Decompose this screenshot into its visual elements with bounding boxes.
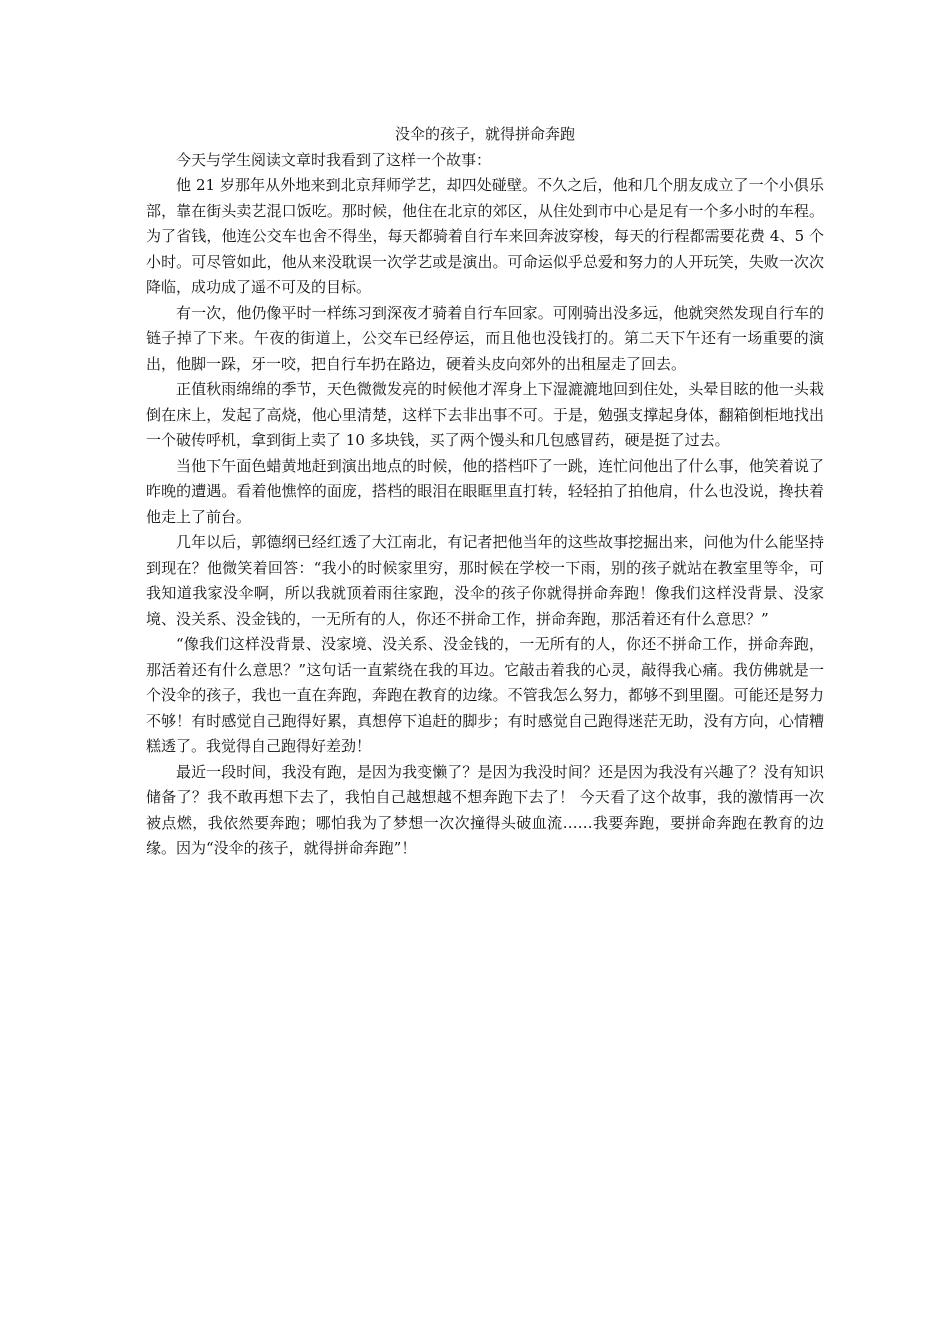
paragraph-bicycle-chain: 有一次，他仍像平时一样练习到深夜才骑着自行车回家。可刚骑出没多远，他就突然发现自行车的链子掉了下来。午夜的街道上，公交车已经停运，而且他也没钱打的。第二天下午还有一场重要的演出，他脚一跺，牙一咬，把自行车扔在路边，硬着头皮向郊外的出租屋走了回去。 (146, 303, 824, 373)
document-title: 没伞的孩子，就得拼命奔跑 (394, 125, 575, 143)
paragraph-intro: 今天与学生阅读文章时我看到了这样一个故事： (176, 150, 492, 169)
document-page (146, 122, 824, 862)
paragraph-reflection: “像我们这样没背景、没家境、没关系、没金钱的，一无所有的人，你还不拼命工作，拼命奔跑，那活着还有什么意思？”这句话一直萦绕在我的耳边。它敲击着我的心灵，敲得我心痛。我仿佛就是一个没伞的孩子，我也一直在奔跑，奔跑在教育的边缘。不管我怎么努力，都够不到里圈。可能还是努力不够！有时感觉自己跑得好累，真想停下追赶的脚步；有时感觉自己跑得迷茫无助，没有方向，心情糟糕透了。我觉得自己跑得好差劲！ (146, 635, 824, 755)
paragraph-autumn-rain: 正值秋雨绵绵的季节，天色微微发亮的时候他才浑身上下湿漉漉地回到住处，头晕目眩的他一头栽倒在床上，发起了高烧，他心里清楚，这样下去非出事不可。于是，勉强支撑起身体，翻箱倒柜地找出一个破传呼机，拿到街上卖了 10 多块钱，买了两个馒头和几包感冒药，硬是挺了过去。 (146, 380, 824, 449)
paragraph-conclusion: 最近一段时间，我没有跑，是因为我变懒了？是因为我没时间？还是因为我没有兴趣了？没有知识储备了？我不敢再想下去了，我怕自己越想越不想奔跑下去了！ 今天看了这个故事，我的激情再一次被点燃，我依然要奔跑；哪怕我为了梦想一次次撞得头破血流……我要奔跑，要拼命奔跑在教育的边缘。因为“没伞的孩子，就得拼命奔跑”！ (146, 762, 824, 857)
paragraph-performance: 当他下午面色蜡黄地赶到演出地点的时候，他的搭档吓了一跳，连忙问他出了什么事，他笑着说了昨晚的遭遇。看着他憔悴的面庞，搭档的眼泪在眼眶里直打转，轻轻拍了拍他肩，什么也没说，搀扶着他走上了前台。 (146, 456, 824, 526)
paragraph-story-beginning: 他 21 岁那年从外地来到北京拜师学艺，却四处碰壁。不久之后，他和几个朋友成立了一个小俱乐部，靠在街头卖艺混口饭吃。那时候，他住在北京的郊区，从住处到市中心是足有一个多小时的车程。为了省钱，他连公交车也舍不得坐，每天都骑着自行车来回奔波穿梭，每天的行程都需要花费 4、5 个小时。可尽管如此，他从来没耽误一次学艺或是演出。可命运似乎总爱和努力的人开玩笑，失败一次次降临，成功成了遥不可及的目标。 (146, 176, 824, 296)
paragraph-interview: 几年以后，郭德纲已经红透了大江南北，有记者把他当年的这些故事挖掘出来，问他为什么能坚持到现在？他微笑着回答：“我小的时候家里穷，那时候在学校一下雨，别的孩子就站在教室里等伞，可我知道我家没伞啊，所以我就顶着雨往家跑，没伞的孩子你就得拼命奔跑！像我们这样没背景、没家境、没关系、没金钱的，一无所有的人，你还不拼命工作，拼命奔跑，那活着还有什么意思？” (146, 533, 824, 628)
